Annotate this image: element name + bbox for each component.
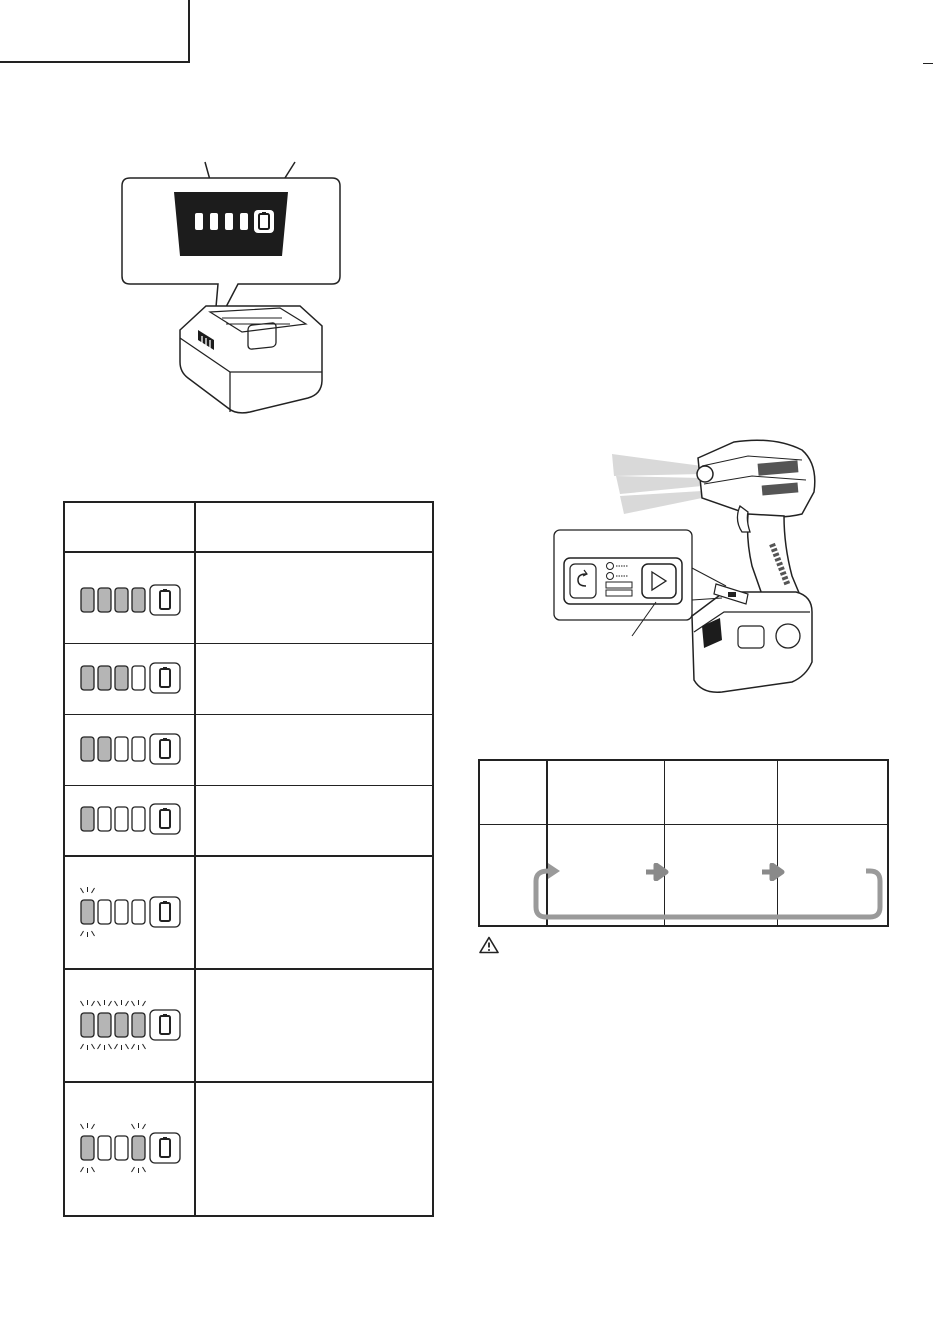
light-beam-1 — [612, 454, 702, 476]
right-arrow-icon — [644, 863, 670, 881]
driver-head — [698, 440, 815, 517]
lamp-1-on — [81, 1136, 94, 1160]
lamp-3-on — [115, 588, 128, 612]
blink-ray — [109, 1001, 112, 1006]
blink-ray — [115, 1044, 118, 1049]
mode-header-3 — [781, 763, 885, 821]
row-1-indicator — [77, 584, 187, 616]
battery-terminal — [163, 1014, 167, 1017]
battery-indicator-figure — [110, 150, 350, 420]
blink-ray — [81, 931, 84, 936]
right-arrow-icon — [760, 863, 786, 881]
blink-ray — [81, 1124, 84, 1129]
blink-ray — [132, 1001, 135, 1006]
mode-button — [642, 564, 676, 598]
lamp-1-on — [81, 666, 94, 690]
lamp-1-on — [81, 900, 94, 924]
language-tab — [0, 0, 190, 63]
row-3-indicator — [77, 733, 187, 765]
mode-header-1 — [550, 763, 662, 821]
lamp-2 — [210, 213, 218, 230]
battery-terminal — [163, 1137, 167, 1140]
page-corner-mark — [923, 63, 933, 64]
lamp-4-off — [132, 900, 145, 924]
blink-ray — [132, 1167, 135, 1172]
mode-header-0 — [482, 763, 544, 821]
lamp-2-on — [98, 1013, 111, 1037]
lamp-1-on — [81, 807, 94, 831]
blink-ray — [92, 931, 95, 936]
blink-ray — [92, 1001, 95, 1006]
blink-ray — [81, 888, 84, 893]
rotation-mode-icon — [570, 564, 596, 598]
lamp-1-on — [81, 737, 94, 761]
lamp-3-off — [115, 900, 128, 924]
battery-terminal — [163, 901, 167, 904]
warning-triangle-icon — [479, 936, 499, 954]
blink-ray — [132, 1124, 135, 1129]
mode-table — [478, 759, 889, 927]
blink-ray — [98, 1044, 101, 1049]
battery-terminal — [163, 667, 167, 670]
mode-header-2 — [668, 763, 774, 821]
row-6-indicator — [77, 1009, 187, 1041]
lamp-3-on — [115, 1013, 128, 1037]
chuck — [697, 466, 713, 482]
lamp-2-on — [98, 666, 111, 690]
battery-terminal — [163, 589, 167, 592]
blink-ray — [126, 1001, 129, 1006]
lamp-3-off — [115, 807, 128, 831]
impact-driver-figure — [552, 436, 842, 696]
battery-pack — [180, 306, 322, 413]
blink-ray — [115, 1001, 118, 1006]
blink-ray — [98, 1001, 101, 1006]
lamp-4 — [240, 213, 248, 230]
mode-cycle-arrow — [518, 859, 888, 923]
blink-ray — [81, 1167, 84, 1172]
header-lamp — [67, 505, 191, 549]
lamp-4-off — [132, 666, 145, 690]
lamp-2-off — [98, 900, 111, 924]
lamp-4-off — [132, 807, 145, 831]
blink-ray — [143, 1167, 146, 1172]
lamp-2-off — [98, 807, 111, 831]
row-7-indicator — [77, 1132, 187, 1164]
lamp-2-off — [98, 1136, 111, 1160]
blink-ray — [81, 1044, 84, 1049]
lamp-3-off — [115, 1136, 128, 1160]
remaining-indicator-table — [63, 501, 434, 1217]
blink-ray — [92, 1167, 95, 1172]
lamp-2-on — [98, 737, 111, 761]
blink-ray — [143, 1001, 146, 1006]
blink-ray — [143, 1124, 146, 1129]
lamp-2-on — [98, 588, 111, 612]
blink-ray — [143, 1044, 146, 1049]
lamp-1 — [195, 213, 203, 230]
header-remaining-power — [199, 505, 429, 549]
lamp-1-on — [81, 1013, 94, 1037]
lamp-4-off — [132, 737, 145, 761]
lamp-4-on — [132, 1136, 145, 1160]
lamp-1-on — [81, 588, 94, 612]
lamp-4-on — [132, 1013, 145, 1037]
row-5-indicator — [77, 896, 187, 928]
light-beam-2 — [616, 476, 702, 494]
blink-ray — [132, 1044, 135, 1049]
light-beam-3 — [620, 491, 702, 514]
blink-ray — [81, 1001, 84, 1006]
blink-ray — [92, 1124, 95, 1129]
lamp-4-on — [132, 588, 145, 612]
lamp-3 — [225, 213, 233, 230]
lamp-3-on — [115, 666, 128, 690]
blink-ray — [126, 1044, 129, 1049]
blink-ray — [109, 1044, 112, 1049]
battery-terminal — [163, 808, 167, 811]
row-4-indicator — [77, 803, 187, 835]
battery-terminal — [163, 738, 167, 741]
row-2-indicator — [77, 662, 187, 694]
blink-ray — [92, 888, 95, 893]
lamp-3-off — [115, 737, 128, 761]
blink-ray — [92, 1044, 95, 1049]
